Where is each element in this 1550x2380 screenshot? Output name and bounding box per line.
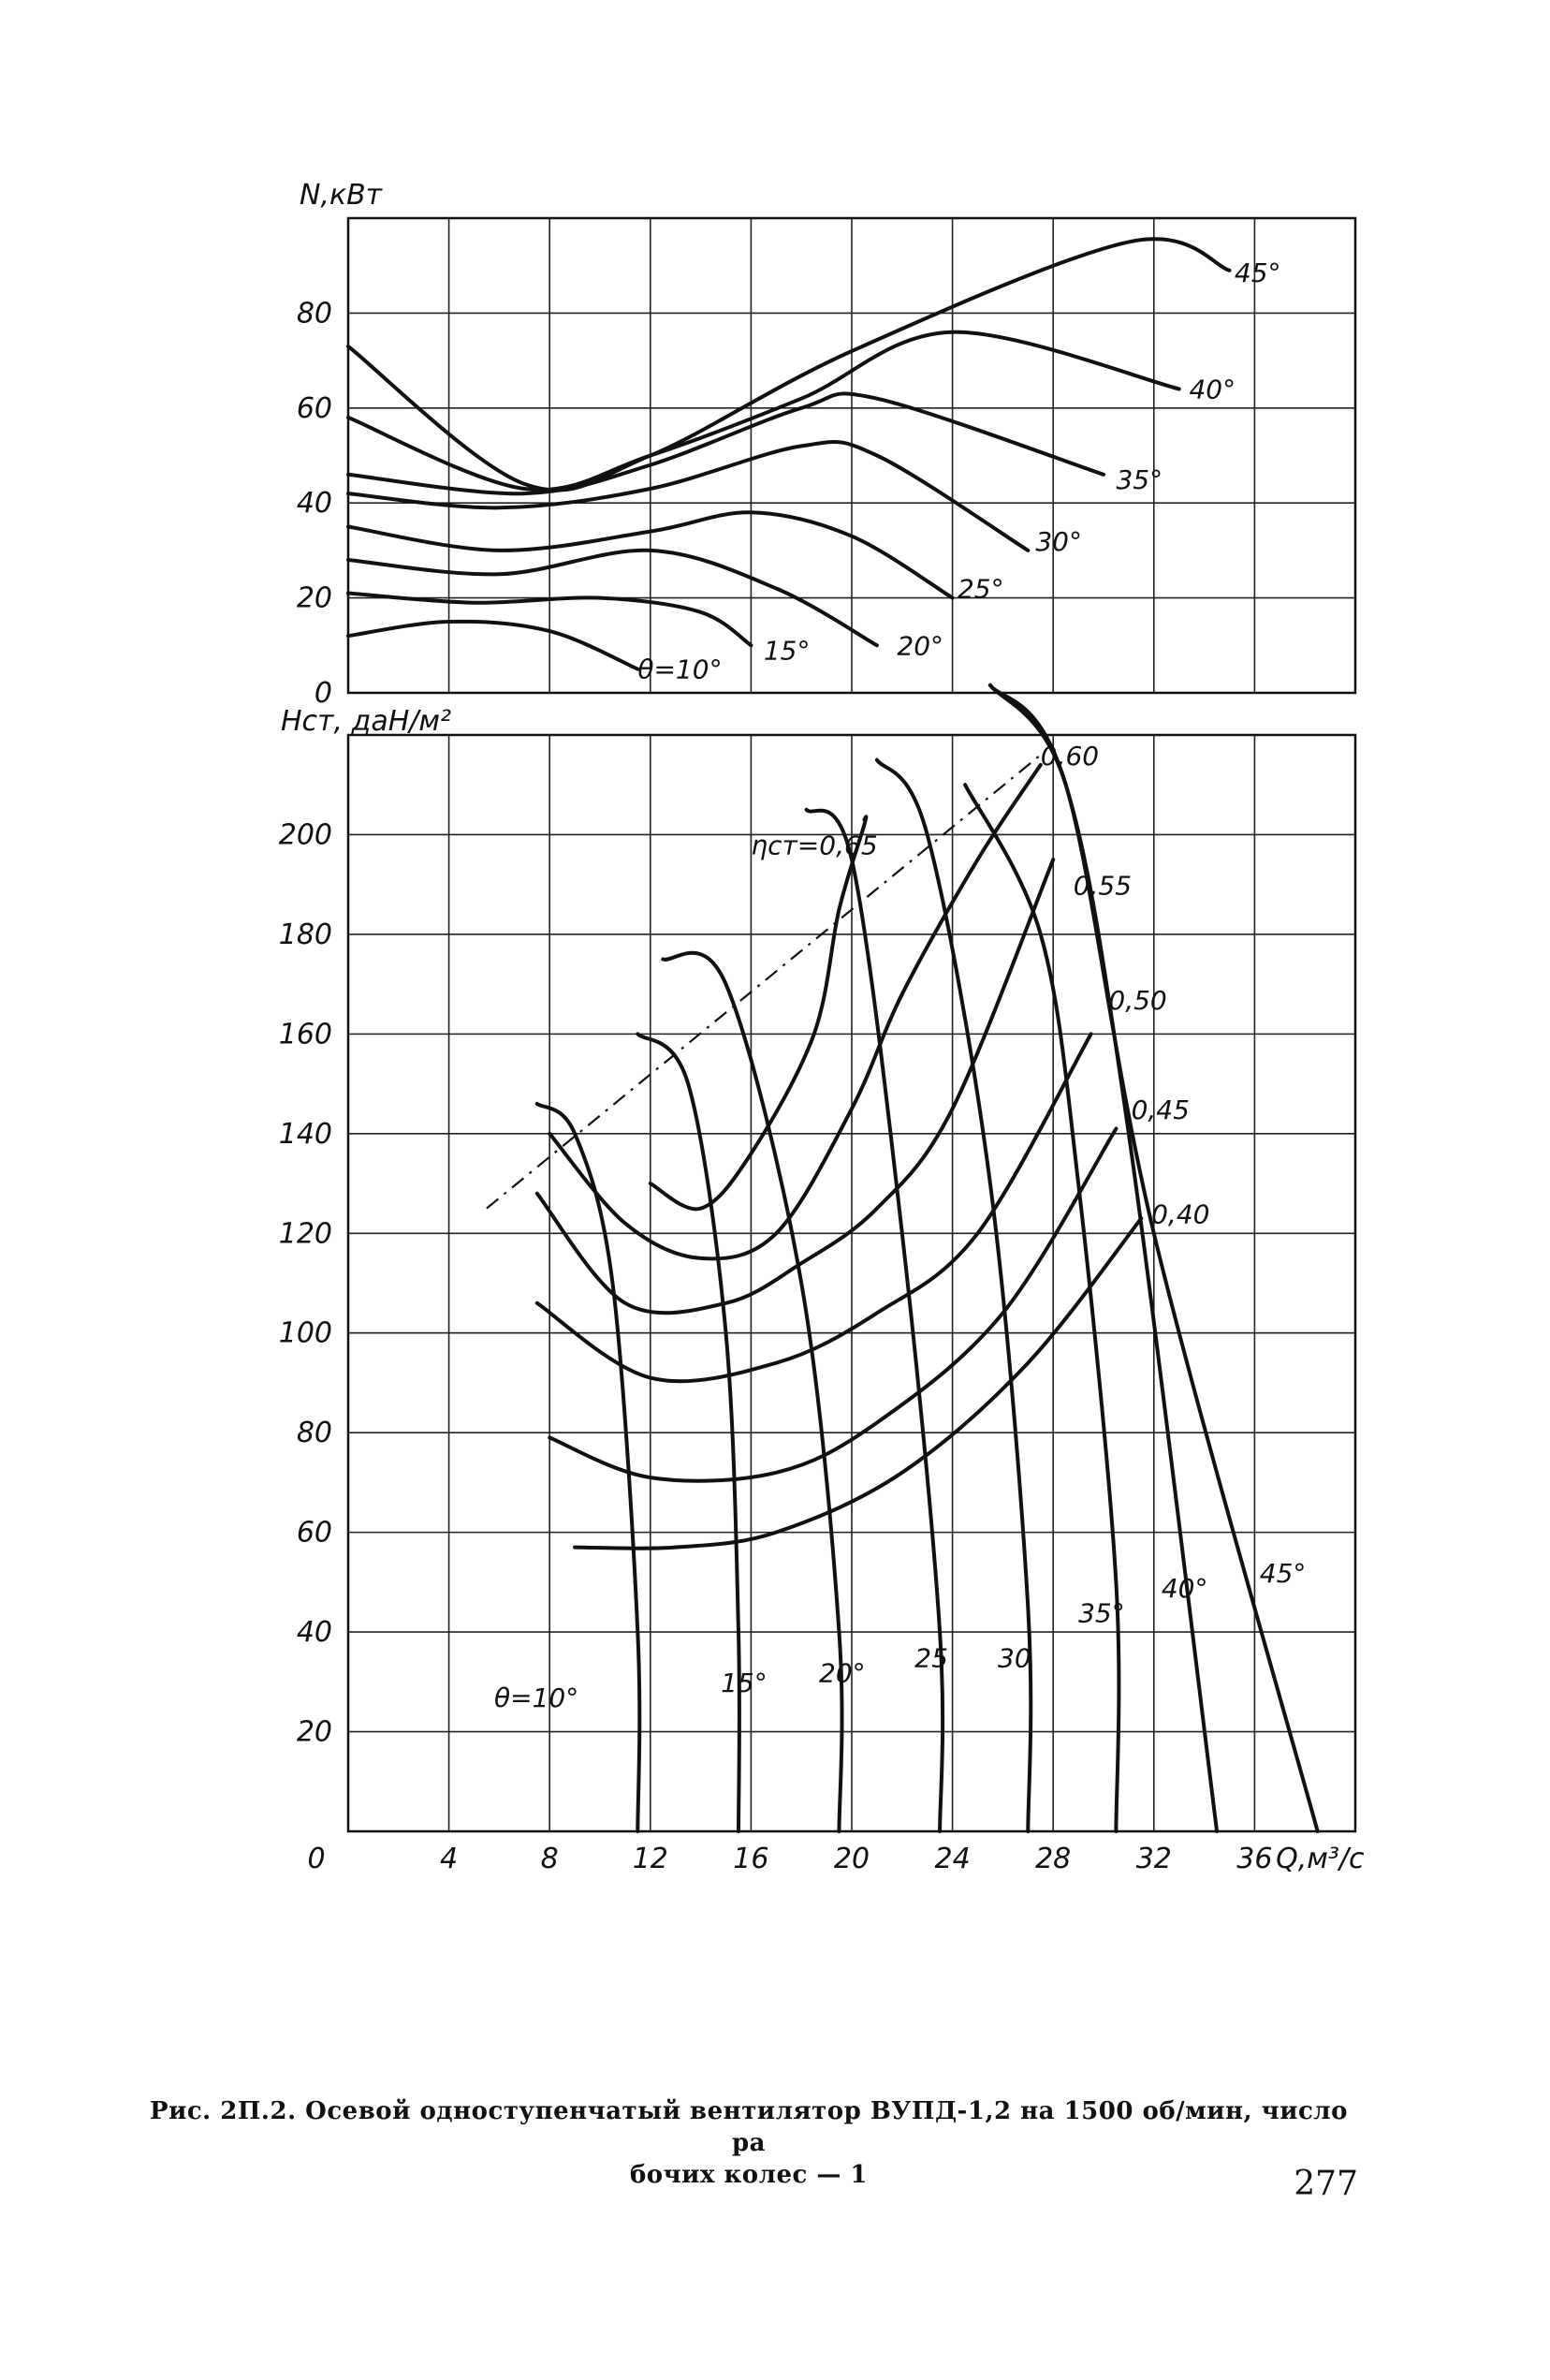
x-tick: 20 — [833, 1843, 870, 1875]
power-curve — [348, 622, 637, 669]
power-curve-label: 30° — [1035, 525, 1083, 557]
power-curve-label: θ=10° — [637, 654, 723, 685]
efficiency-label: 0,50 — [1108, 984, 1167, 1016]
power-y-tick: 60 — [296, 391, 332, 425]
power-chart-labels — [297, 179, 1281, 710]
pressure-y-tick: 100 — [278, 1316, 332, 1350]
power-chart-curves — [348, 239, 1230, 668]
pressure-y-axis-label: Hст, даН/м² — [281, 705, 452, 738]
pressure-y-tick: 20 — [296, 1715, 332, 1749]
pressure-curve — [965, 785, 1119, 1831]
caption-line-1: Рис. 2П.2. Осевой одноступенчатый вентилятор ВУПД-1,2 на 1500 об/мин, число ра — [150, 2097, 1348, 2157]
power-curve-label: 45° — [1234, 257, 1281, 288]
x-tick: 4 — [440, 1843, 459, 1875]
pressure-curve-label: 25 — [914, 1642, 948, 1674]
page-number: 277 — [1294, 2165, 1358, 2203]
pressure-curve-label: 15° — [721, 1667, 768, 1698]
power-y-tick: 0 — [314, 677, 332, 710]
pressure-curve-label: 20° — [819, 1657, 866, 1689]
efficiency-label: ηст=0,65 — [751, 830, 878, 861]
pressure-y-tick: 200 — [278, 818, 332, 852]
efficiency-curve — [651, 816, 867, 1209]
efficiency-label: 0,40 — [1151, 1198, 1210, 1230]
efficiency-label: 0,55 — [1073, 870, 1133, 902]
power-y-tick: 20 — [296, 581, 332, 615]
efficiency-curve — [549, 1129, 1116, 1481]
power-curve — [348, 332, 1179, 490]
pressure-y-tick: 40 — [296, 1616, 332, 1650]
pressure-y-tick: 80 — [296, 1417, 332, 1450]
power-y-tick: 80 — [296, 297, 332, 331]
power-curve — [348, 442, 1028, 551]
power-y-tick: 40 — [296, 487, 332, 521]
power-curve-label: 35° — [1116, 463, 1163, 495]
x-tick: 8 — [540, 1843, 559, 1875]
power-curve-label: 15° — [763, 635, 811, 667]
x-tick: 12 — [632, 1843, 668, 1875]
x-tick: 32 — [1135, 1843, 1172, 1875]
efficiency-curve — [575, 1218, 1141, 1549]
pressure-y-tick: 60 — [296, 1516, 332, 1550]
pressure-y-tick: 180 — [278, 918, 332, 951]
x-axis-label: Q,м³/с — [1276, 1843, 1365, 1875]
efficiency-label: 0,60 — [1040, 740, 1100, 771]
power-curve-label: 25° — [957, 573, 1004, 605]
pressure-y-tick: 140 — [278, 1117, 332, 1151]
pressure-curve-label: 40° — [1161, 1572, 1208, 1604]
efficiency-label: 0,45 — [1131, 1094, 1190, 1125]
x-tick: 16 — [733, 1843, 769, 1875]
x-tick: 24 — [934, 1843, 971, 1875]
pressure-curve-label: 45° — [1259, 1557, 1307, 1589]
figure-caption — [140, 2095, 1357, 2191]
pressure-curve-label: θ=10° — [494, 1682, 579, 1713]
power-y-axis-label: N,кВт — [300, 179, 383, 212]
pressure-y-tick: 120 — [278, 1217, 332, 1251]
power-curve-label: 20° — [897, 630, 944, 662]
pressure-curve-label: 30 — [998, 1642, 1031, 1674]
pressure-curve-label: 35° — [1078, 1597, 1125, 1629]
pressure-y-tick: 160 — [278, 1018, 332, 1051]
caption-line-2: бочих колес — 1 — [629, 2161, 869, 2189]
x-tick: 0 — [307, 1843, 326, 1875]
x-tick: 36 — [1236, 1843, 1273, 1875]
x-tick: 28 — [1035, 1843, 1072, 1875]
efficiency-curves — [487, 755, 1141, 1549]
power-curve-label: 40° — [1189, 374, 1236, 405]
